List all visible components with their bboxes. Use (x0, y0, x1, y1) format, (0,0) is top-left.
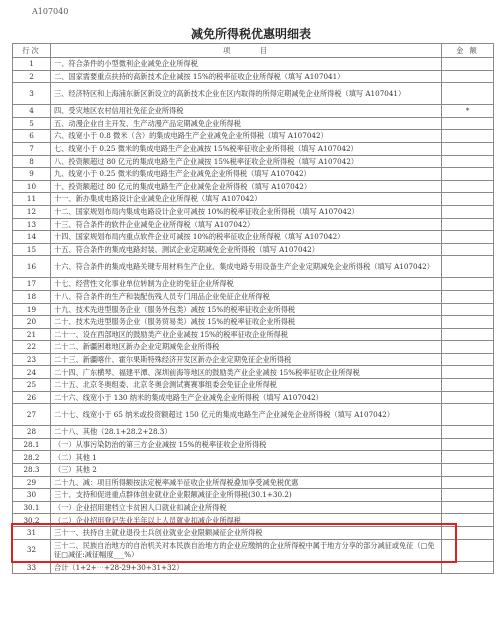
table-row (13, 328, 494, 341)
table-row (13, 561, 494, 574)
amount-cell[interactable] (442, 451, 494, 464)
amount-cell[interactable] (442, 539, 494, 561)
amount-cell[interactable] (442, 205, 494, 218)
item-description-cell: 二、国家需要重点扶持的高新技术企业减按 15%的税率征收企业所得税（填写 A107041） (51, 70, 442, 83)
amount-cell[interactable] (442, 501, 494, 514)
row-number-cell: 31 (13, 527, 51, 540)
row-number-cell: 25 (13, 379, 51, 392)
amount-cell[interactable] (442, 379, 494, 392)
amount-cell[interactable] (442, 438, 494, 451)
header-row-number: 行次 (13, 44, 51, 58)
item-description-cell: 三十二、民族自治地方的自治机关对本民族自治地方的企业应缴纳的企业所得税中属于地方分享的部分减征或免征（□免征□减征:减征幅度___%） (51, 539, 442, 561)
amount-cell[interactable] (442, 130, 494, 143)
amount-cell[interactable] (442, 404, 494, 426)
row-number-cell: 28.3 (13, 464, 51, 477)
amount-cell[interactable] (442, 514, 494, 527)
item-description-cell: 二十三、新疆喀什、霍尔果斯特殊经济开发区新办企业定期免征企业所得税 (51, 353, 442, 366)
table-row (13, 155, 494, 168)
row-number-cell: 4 (13, 105, 51, 118)
item-description-cell: 二十八、其他（28.1+28.2+28.3） (51, 426, 442, 439)
row-number-cell: 13 (13, 218, 51, 231)
table-row (13, 464, 494, 477)
item-description-cell: 二十一、设在西部地区的鼓励类产业企业减按 15%的税率征收企业所得税 (51, 328, 442, 341)
item-description-cell: 七、线宽小于 0.25 微米的集成电路生产企业减按 15%税率征收企业所得税（填写 A107042） (51, 142, 442, 155)
row-number-cell: 19 (13, 303, 51, 316)
amount-cell[interactable] (442, 353, 494, 366)
item-description-cell: 二十二、新疆困难地区新办企业定期减免企业所得税 (51, 341, 442, 354)
amount-cell[interactable] (442, 70, 494, 83)
table-row (13, 231, 494, 244)
amount-cell[interactable] (442, 561, 494, 574)
row-number-cell: 32 (13, 539, 51, 561)
table-row (13, 83, 494, 105)
table-row (13, 193, 494, 206)
amount-cell[interactable] (442, 316, 494, 329)
item-description-cell: 十九、技术先进型服务企业（服务外包类）减按 15%的税率征收企业所得税 (51, 303, 442, 316)
item-description-cell: 八、投资额超过 80 亿元的集成电路生产企业减按 15%税率征收企业所得税（填写 A107042） (51, 155, 442, 168)
table-row (13, 426, 494, 439)
amount-cell[interactable] (442, 142, 494, 155)
amount-cell[interactable]: * (442, 105, 494, 118)
item-description-cell: 十七、经营性文化事业单位转制为企业的免征企业所得税 (51, 278, 442, 291)
amount-cell[interactable] (442, 366, 494, 379)
table-row (13, 218, 494, 231)
header-amount: 金 额 (442, 44, 494, 58)
row-number-cell: 15 (13, 243, 51, 256)
table-row (13, 404, 494, 426)
table-row (13, 379, 494, 392)
table-row (13, 316, 494, 329)
amount-cell[interactable] (442, 341, 494, 354)
row-number-cell: 6 (13, 130, 51, 143)
item-description-cell: 五、动漫企业自主开发、生产动漫产品定期减免企业所得税 (51, 117, 442, 130)
amount-cell[interactable] (442, 58, 494, 71)
item-description-cell: （三）其他 2 (51, 464, 442, 477)
table-row (13, 451, 494, 464)
tax-relief-table (12, 43, 494, 574)
item-description-cell: 十三、符合条件的软件企业减免企业所得税（填写 A107042） (51, 218, 442, 231)
item-description-cell: 二十五、北京冬奥组委、北京冬奥会测试赛赛事组委会免征企业所得税 (51, 379, 442, 392)
row-number-cell: 30.2 (13, 514, 51, 527)
row-number-cell: 20 (13, 316, 51, 329)
amount-cell[interactable] (442, 218, 494, 231)
row-number-cell: 2 (13, 70, 51, 83)
amount-cell[interactable] (442, 464, 494, 477)
row-number-cell: 17 (13, 278, 51, 291)
table-row (13, 278, 494, 291)
table-row (13, 366, 494, 379)
row-number-cell: 5 (13, 117, 51, 130)
amount-cell[interactable] (442, 155, 494, 168)
table-row (13, 303, 494, 316)
item-description-cell: 合计（1+2+⋯+28-29+30+31+32） (51, 561, 442, 574)
amount-cell[interactable] (442, 168, 494, 181)
amount-cell[interactable] (442, 180, 494, 193)
amount-cell[interactable] (442, 303, 494, 316)
row-number-cell: 16 (13, 256, 51, 278)
amount-cell[interactable] (442, 489, 494, 502)
table-row (13, 539, 494, 561)
row-number-cell: 30 (13, 489, 51, 502)
row-number-cell: 1 (13, 58, 51, 71)
table-row (13, 290, 494, 303)
row-number-cell: 29 (13, 476, 51, 489)
table-row (13, 391, 494, 404)
table-row (13, 168, 494, 181)
item-description-cell: 四、受灾地区农村信用社免征企业所得税 (51, 105, 442, 118)
row-number-cell: 14 (13, 231, 51, 244)
table-row (13, 501, 494, 514)
item-description-cell: （一）从事污染防治的第三方企业减按 15%的税率征收企业所得税 (51, 438, 442, 451)
table-row (13, 105, 494, 118)
item-description-cell: 十六、符合条件的集成电路关键专用材料生产企业、集成电路专用设备生产企业定期减免企业所得税（填写 A107042） (51, 256, 442, 278)
row-number-cell: 28.1 (13, 438, 51, 451)
item-description-cell: 十八、符合条件的生产和装配伤残人员专门用品企业免征企业所得税 (51, 290, 442, 303)
item-description-cell: 十五、符合条件的集成电路封装、测试企业定期减免企业所得税（填写 A107042） (51, 243, 442, 256)
table-row (13, 489, 494, 502)
item-description-cell: 十二、国家规划布局内集成电路设计企业可减按 10%的税率征收企业所得税（填写 A107042） (51, 205, 442, 218)
table-row (13, 117, 494, 130)
row-number-cell: 27 (13, 404, 51, 426)
item-description-cell: 二十、技术先进型服务企业（服务贸易类）减按 15%的税率征收企业所得税 (51, 316, 442, 329)
amount-cell[interactable] (442, 290, 494, 303)
item-description-cell: 十四、国家规划布局内重点软件企业可减按 10%的税率征收企业所得税（填写 A107042） (51, 231, 442, 244)
item-description-cell: 三、经济特区和上海浦东新区新设立的高新技术企业在区内取得的所得定期减免企业所得税（填写 A107041） (51, 83, 442, 105)
table-row (13, 476, 494, 489)
form-code: A107040 (32, 7, 69, 16)
row-number-cell: 23 (13, 353, 51, 366)
item-description-cell: 三十一、扶持自主就业退役士兵创业就业企业限额减征企业所得税 (51, 527, 442, 540)
item-description-cell: 一、符合条件的小型微利企业减免企业所得税 (51, 58, 442, 71)
table-row (13, 180, 494, 193)
table-row (13, 438, 494, 451)
row-number-cell: 3 (13, 83, 51, 105)
table-row (13, 353, 494, 366)
amount-cell[interactable] (442, 243, 494, 256)
item-description-cell: 二十六、线宽小于 130 纳米的集成电路生产企业减免企业所得税（填写 A107042） (51, 391, 442, 404)
amount-cell[interactable] (442, 476, 494, 489)
item-description-cell: （二）企业招用登记失业半年以上人员就业扣减企业所得税 (51, 514, 442, 527)
form-title: 减免所得税优惠明细表 (190, 27, 311, 41)
item-description-cell: （一）企业招用建档立卡贫困人口就业扣减企业所得税 (51, 501, 442, 514)
row-number-cell: 28 (13, 426, 51, 439)
row-number-cell: 8 (13, 155, 51, 168)
row-number-cell: 10 (13, 180, 51, 193)
row-number-cell: 30.1 (13, 501, 51, 514)
item-description-cell: 十一、新办集成电路设计企业减免企业所得税（填写 A107042） (51, 193, 442, 206)
row-number-cell: 21 (13, 328, 51, 341)
table-row (13, 205, 494, 218)
row-number-cell: 26 (13, 391, 51, 404)
table-row (13, 70, 494, 83)
item-description-cell: 三十、支持和促进重点群体创业就业企业限额减征企业所得税(30.1+30.2) (51, 489, 442, 502)
amount-cell[interactable] (442, 231, 494, 244)
item-description-cell: （二）其他 1 (51, 451, 442, 464)
amount-cell[interactable] (442, 117, 494, 130)
table-header-row (13, 44, 494, 58)
item-description-cell: 六、线宽小于 0.8 微米（含）的集成电路生产企业减免企业所得税（填写 A107042） (51, 130, 442, 143)
amount-cell[interactable] (442, 278, 494, 291)
amount-cell[interactable] (442, 328, 494, 341)
row-number-cell: 28.2 (13, 451, 51, 464)
header-item: 项 目 (51, 44, 442, 58)
row-number-cell: 9 (13, 168, 51, 181)
table-row (13, 243, 494, 256)
row-number-cell: 7 (13, 142, 51, 155)
row-number-cell: 33 (13, 561, 51, 574)
row-number-cell: 24 (13, 366, 51, 379)
row-number-cell: 18 (13, 290, 51, 303)
row-number-cell: 22 (13, 341, 51, 354)
item-description-cell: 九、线宽小于 0.25 微米的集成电路生产企业减免企业所得税（填写 A107042） (51, 168, 442, 181)
table-row (13, 142, 494, 155)
table-row (13, 514, 494, 527)
item-description-cell: 二十九、减：项目所得额按法定税率减半征收企业所得税叠加享受减免税优惠 (51, 476, 442, 489)
item-description-cell: 二十七、线宽小于 65 纳米或投资额超过 150 亿元的集成电路生产企业减免企业所得税（填写 A107042） (51, 404, 442, 426)
amount-cell[interactable] (442, 193, 494, 206)
amount-cell[interactable] (442, 527, 494, 540)
item-description-cell: 十、投资额超过 80 亿元的集成电路生产企业减免企业所得税（填写 A107042） (51, 180, 442, 193)
table-row (13, 130, 494, 143)
amount-cell[interactable] (442, 391, 494, 404)
amount-cell[interactable] (442, 256, 494, 278)
item-description-cell: 二十四、广东横琴、福建平潭、深圳前海等地区的鼓励类产业企业减按 15%税率征收企业所得税 (51, 366, 442, 379)
row-number-cell: 11 (13, 193, 51, 206)
row-number-cell: 12 (13, 205, 51, 218)
table-row (13, 527, 494, 540)
table-row (13, 256, 494, 278)
table-row (13, 58, 494, 71)
amount-cell[interactable] (442, 83, 494, 105)
table-row (13, 341, 494, 354)
amount-cell[interactable] (442, 426, 494, 439)
